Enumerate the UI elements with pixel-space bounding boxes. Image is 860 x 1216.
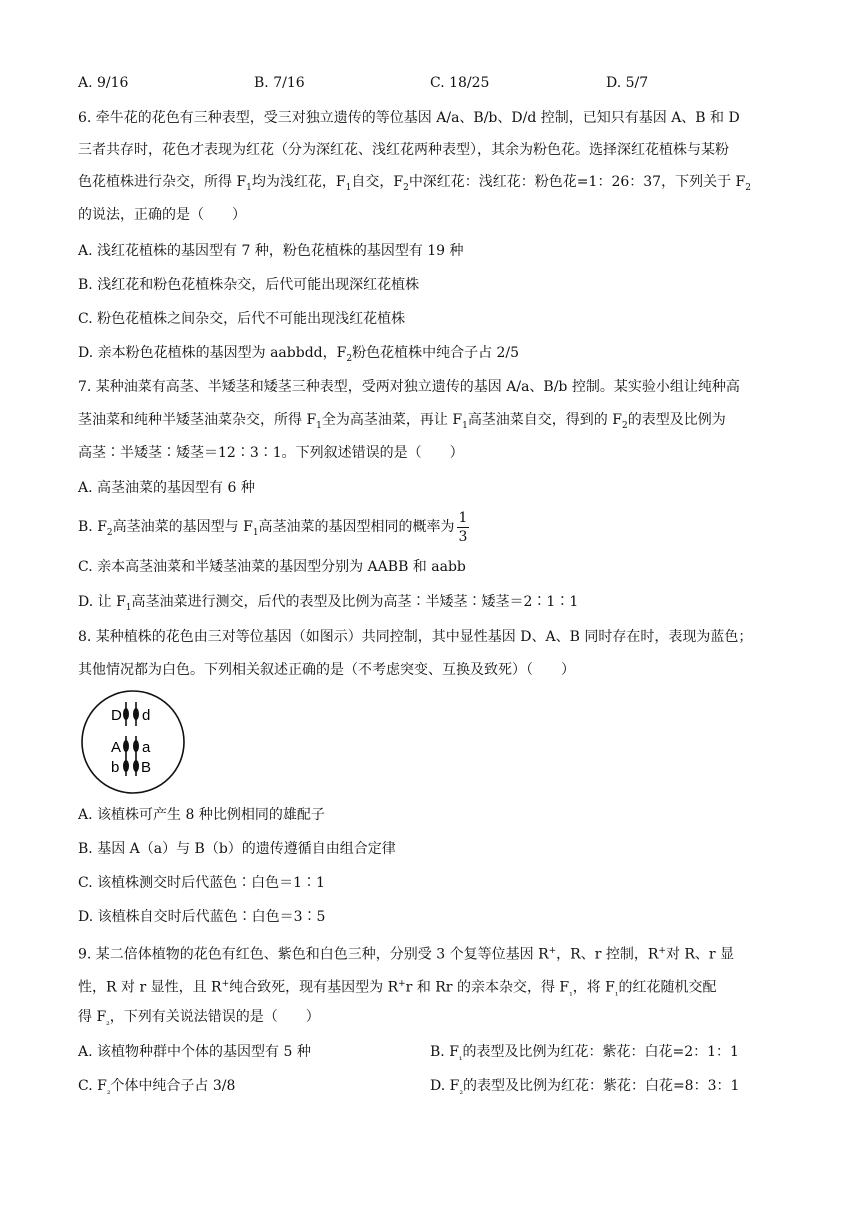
q7-option-d[interactable]: D. 让 $F_1$高茎油菜进行测交，后代的表型及比例为高茎∶半矮茎∶矮茎＝2∶1∶1 [78, 594, 579, 613]
chromosome-diagram [78, 690, 188, 794]
q8-stem-line-1: 8. 某种植株的花色由三对等位基因（如图示）共同控制，其中显性基因 D、A、B 同时存在时，表现为蓝色； [78, 629, 753, 645]
q5-option-b[interactable]: B. 7/16 [254, 75, 305, 91]
q9-option-d[interactable]: D. $F_{_2}$的表型及比例为红花：紫花：白花=8：3：1 [430, 1078, 740, 1097]
q7-option-b[interactable]: B. $F_2$高茎油菜的基因型与 $F_1$高茎油菜的基因型相同的概率为 $\frac{1}{3}$ [78, 509, 468, 545]
q9-option-a[interactable]: A. 该植物种群中个体的基因型有 5 种 [78, 1044, 311, 1060]
q7-stem-line-1: 7. 某种油菜有高茎、半矮茎和矮茎三种表型，受两对独立遗传的基因 A/a、B/b 控制。某实验小组让纯种高 [78, 379, 740, 395]
q7-stem-line-3: 高茎∶半矮茎∶矮茎＝12∶3∶1。下列叙述错误的是（ ） [78, 445, 464, 461]
q9-stem-line-2: 性，R 对 r 显性，且 R+纯合致死，现有基因型为 R+r 和 Rr 的亲本杂交，得 $F_{_1}$，将 $F_{_1}$的红花随机交配 [78, 979, 717, 999]
gene-label-A: A [111, 739, 122, 756]
q5-option-d[interactable]: D. 5/7 [606, 75, 649, 91]
q5-option-a[interactable]: A. 9/16 [78, 75, 129, 91]
q6-option-b[interactable]: B. 浅红花和粉色花植株杂交，后代可能出现深红花植株 [78, 277, 420, 293]
q5-option-c[interactable]: C. 18/25 [430, 75, 490, 91]
q6-option-c[interactable]: C. 粉色花植株之间杂交，后代不可能出现浅红花植株 [78, 311, 406, 327]
fraction-one-third: $\frac{1}{3}$ [458, 509, 468, 545]
q6-option-d[interactable]: D. 亲本粉色花植株的基因型为 aabbdd，$F_2$粉色花植株中纯合子占 2/5 [78, 345, 520, 364]
q7-option-a[interactable]: A. 高茎油菜的基因型有 6 种 [78, 480, 255, 496]
q6-option-a[interactable]: A. 浅红花植株的基因型有 7 种，粉色花植株的基因型有 19 种 [78, 243, 464, 259]
q7-option-c[interactable]: C. 亲本高茎油菜和半矮茎油菜的基因型分别为 AABB 和 aabb [78, 559, 466, 575]
q6-stem-line-3: 色花植株进行杂交，所得 $F_1$均为浅红花，$F_1$自交，$F_2$中深红花：浅红花：粉色花=1：26：37，下列关于 $F_2$ [78, 174, 751, 193]
gene-label-B: B [141, 759, 152, 776]
q9-option-b[interactable]: B. $F_{_1}$的表型及比例为红花：紫花：白花=2：1：1 [430, 1044, 739, 1063]
q8-option-d[interactable]: D. 该植株自交时后代蓝色∶白色＝3∶5 [78, 909, 326, 925]
q9-stem-line-3: 得 $F_{_2}$，下列有关说法错误的是（ ） [78, 1009, 320, 1028]
q6-stem-line-2: 三者共存时，花色才表现为红花（分为深红花、浅红花两种表型），其余为粉色花。选择深红花植株与某粉 [78, 142, 729, 158]
gene-label-a: a [142, 739, 151, 756]
q8-option-a[interactable]: A. 该植株可产生 8 种比例相同的雄配子 [78, 807, 325, 823]
gene-label-b: b [111, 759, 120, 776]
gene-label-D: D [111, 707, 122, 724]
q9-stem-line-1: 9. 某二倍体植物的花色有红色、紫色和白色三种，分别受 3 个复等位基因 R+，R、r 控制，R+对 R、r 显 [78, 946, 735, 963]
q8-stem-line-2: 其他情况都为白色。下列相关叙述正确的是（不考虑突变、互换及致死）（ ） [78, 662, 575, 678]
q6-stem-line-4: 的说法，正确的是（ ） [78, 207, 246, 223]
q6-stem-line-1: 6. 牵牛花的花色有三种表型，受三对独立遗传的等位基因 A/a、B/b、D/d 控制，已知只有基因 A、B 和 D [78, 110, 740, 126]
gene-label-d: d [142, 707, 151, 724]
q8-option-b[interactable]: B. 基因 A（a）与 B（b）的遗传遵循自由组合定律 [78, 841, 396, 857]
q7-stem-line-2: 茎油菜和纯种半矮茎油菜杂交，所得 $F_1$全为高茎油菜，再让 $F_1$高茎油菜自交，得到的 $F_2$的表型及比例为 [78, 412, 726, 431]
q9-option-c[interactable]: C. $F_{_2}$个体中纯合子占 3/8 [78, 1078, 236, 1097]
q8-option-c[interactable]: C. 该植株测交时后代蓝色∶白色＝1∶1 [78, 875, 325, 891]
